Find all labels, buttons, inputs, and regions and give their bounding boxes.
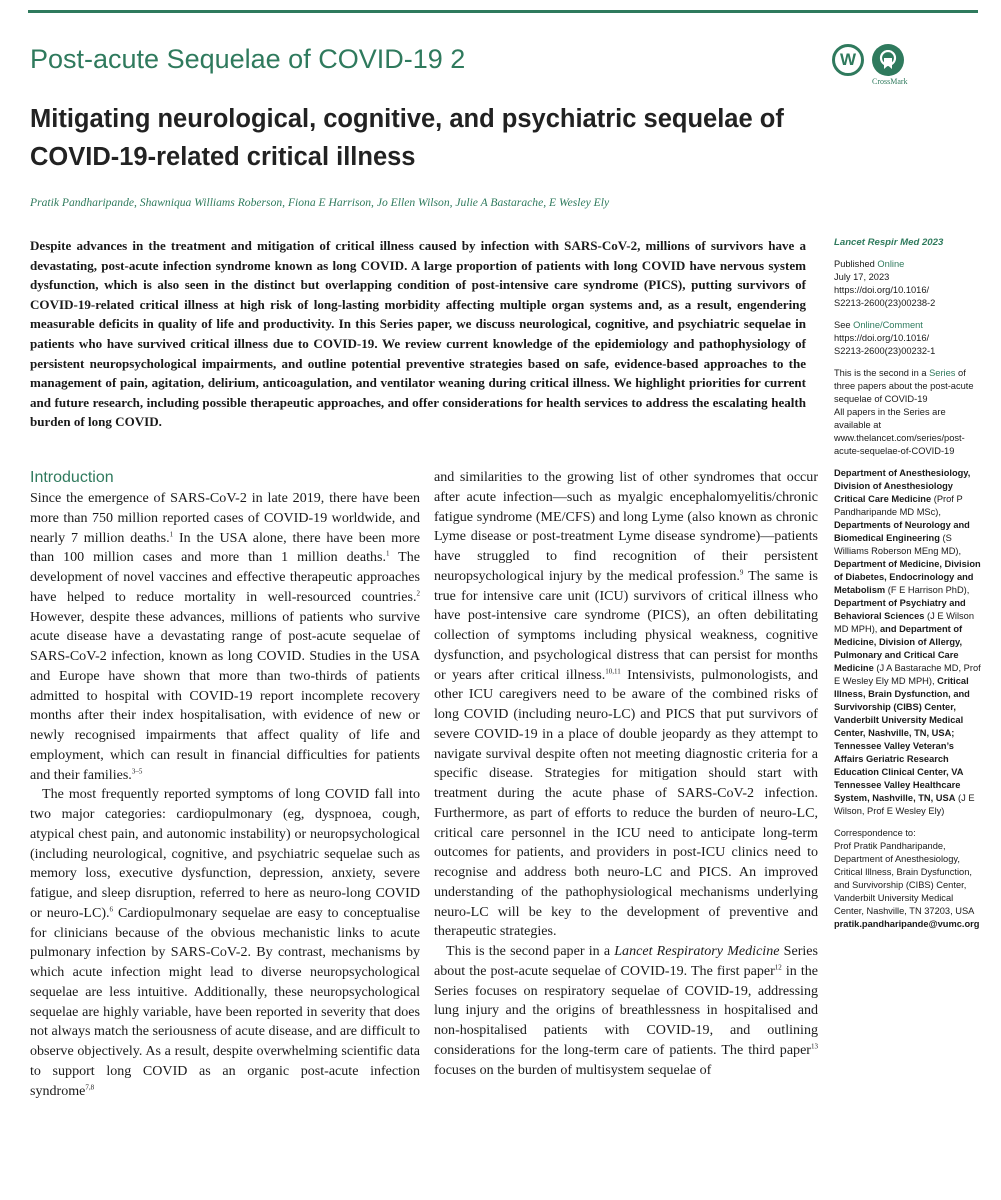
crossmark-label: CrossMark [872, 77, 908, 86]
journal-citation: Lancet Respir Med 2023 [834, 237, 944, 248]
paragraph: This is the second paper in a Lancet Respiratory Medicine Series about the post-acute sequelae of COVID-19. The first paper$^{12}$ in the Series focuses on respiratory sequelae of COVID-19, addressing lung injury and the origins of breathlessness in hospitalised and non-hospitalised patients with COVID-19, and outlining considerations for the long-term care of patients. The third paper$^{13}$ focuses on the burden of multisystem sequelae of [434, 943, 818, 1078]
publication-info: Published Online July 17, 2023 https://doi.org/10.1016/ S2213-2600(23)00238-2 [834, 259, 936, 308]
comment-link[interactable]: Online/Comment [853, 320, 923, 330]
correspondence: Correspondence to: Prof Pratik Pandharipande, Department of Anesthesiology, Critical Illness, Brain Dysfunction, and Survivorship (CIBS) Center, Vanderbilt University Medical Center, Nashville, TN 37203, USA pratik.pandharipande@vumc.org [834, 828, 980, 929]
online-link[interactable]: Online [877, 259, 905, 269]
series-url[interactable]: All papers in the Series are available at www.thelancet.com/series/post-acute-sequelae-of-COVID-19 [834, 407, 965, 456]
paragraph: and similarities to the growing list of other syndromes that occur after acute infection—such as myalgic encephalomyelitis/chronic fatigue syndrome (ME/CFS) and long Lyme (also known as chronic Lyme disease or post-treatment Lyme disease syndrome)—patients have struggled to find recognition of their persistent neuropsychological injury by the medical profession.$^9$ The same is true for intensive care unit (ICU) survivors of critical illness who have post-intensive care syndrome (PICS), an often debilitating collection of symptoms including physical weakness, cognitive dysfunction, and psychological distress that can persist for months or years after critical illness.$^{10,11}$ Intensivists, pulmonologists, and other ICU caregivers need to be aware of the combined risks of long COVID (including neuro-LC) and PICS that put survivors of severe COVID-19 in a place of double jeopardy as they attempt to navigate survival despite often not meeting diagnostic criteria for a specific disease. Strategies for mitigation should start with treatment during the acute phase of SARS-CoV-2 infection. Furthermore, as part of efforts to reduce the burden of neuro-LC, critical care personnel in the ICU need to anticipate long-term outcomes for patients, and providers in post-ICU clinics need to recognise and address both neuro-LC and PICS. An improved understanding of the pathophysiological mechanisms underlying neuro-LC will be key to the development of preventive and therapeutic strategies. [434, 469, 819, 940]
reference-marker[interactable]: 10,11 [605, 666, 621, 675]
body-column-2 [434, 468, 818, 1080]
series-heading: Post-acute Sequelae of COVID-19 2 [30, 44, 466, 74]
journal-name: Lancet Respiratory Medicine [614, 943, 780, 959]
reference-marker[interactable]: 6 [109, 905, 114, 914]
doi-link[interactable]: https://doi.org/10.1016/ [834, 333, 930, 343]
series-note: This is the second in a Series of three papers about the post-acute sequelae of COVID-19 All papers in the Series are available at www.thelancet.com/series/post-acute-sequelae-of-COVID-19 [834, 368, 974, 456]
doi-link[interactable]: https://doi.org/10.1016/ [834, 285, 930, 295]
reference-marker[interactable]: 1 [169, 529, 174, 538]
email-link[interactable]: pratik.pandharipande@vumc.org [834, 919, 980, 929]
reference-marker[interactable]: 7,8 [85, 1082, 95, 1091]
lancet-w-icon: W [832, 44, 864, 76]
affiliations: Department of Anesthesiology, Division of Anesthesiology Critical Care Medicine (Prof P Pandharipande MD MSc), Departments of Neurology and Biomedical Engineering (S Williams Roberson MEng MD), Department of Medicine, Division of Diabetes, Endocrinology and Metabolism (F E Harrison PhD), Department of Psychiatry and Behavioral Sciences (J E Wilson MD MPH), and Department of Medicine, Division of Allergy, Pulmonary and Critical Care Medicine (J A Bastarache MD, Prof E Wesley Ely MD MPH), Critical Illness, Brain Dysfunction, and Survivorship (CIBS) Center, Vanderbilt University Medical Center, Nashville, TN, USA; Tennessee Valley Veteran’s Affairs Geriatric Research Education Clinical Center, VA Tennessee Valley Healthcare System, Nashville, TN, USA (J E Wilson, Prof E Wesley Ely) [834, 468, 981, 816]
reference-marker[interactable]: 3–5 [131, 766, 143, 775]
article-title: Mitigating neurological, cognitive, and psychiatric sequelae of COVID-19-related critical illness [30, 105, 784, 171]
crossmark-icon[interactable] [872, 44, 904, 76]
author-list: Pratik Pandharipande, Shawniqua Williams Roberson, Fiona E Harrison, Jo Ellen Wilson, Julie A Bastarache, E Wesley Ely [30, 196, 610, 209]
doi-link[interactable]: S2213-2600(23)00238-2 [834, 298, 936, 308]
series-link[interactable]: Series [929, 368, 956, 378]
paragraph: The most frequently reported symptoms of long COVID fall into two major categories: cardiopulmonary (eg, dyspnoea, cough, atypical chest pain, and autonomic instability) or neuropsychological (including neurological, cognitive, and psychiatric sequelae such as memory loss, executive dysfunction, depression, anxiety, severe fatigue, and sleep disruption, referred to here as neuro-long COVID or neuro-LC).$^6$ Cardiopulmonary sequelae are easy to conceptualise for clinicians because of the obvious mechanistic links to acute pulmonary infection by SARS-CoV-2. By contrast, mechanisms by which acute infection might lead to diverse neuropsychological sequelae are less intuitive. Additionally, these neuropsychological sequelae are highly variable, have been reported in severity that does not always match the seriousness of acute disease, and are difficult to observe objectively. As a result, despite overwhelming scientific data to support long COVID as an organic post-acute infection syndrome$^{7,8}$ [30, 786, 420, 1099]
sidebar [834, 236, 984, 940]
reference-marker[interactable]: 2 [416, 589, 420, 598]
reference-marker[interactable]: 1 [386, 549, 390, 558]
reference-marker[interactable]: 13 [811, 1042, 818, 1051]
logo-group [832, 44, 912, 86]
top-rule [28, 10, 978, 13]
bookmark-icon [879, 50, 897, 70]
body-column-1 [30, 467, 420, 1101]
abstract: Despite advances in the treatment and mitigation of critical illness caused by infection with SARS-CoV-2, millions of survivors have a devastating, post-acute infection syndrome known as long COVID. A large proportion of patients with long COVID have nervous system dysfunction, which is also seen in the distinct but overlapping condition of post-intensive care syndrome (PICS), putting survivors of COVID-19-related critical illness at high risk of long-lasting morbidity affecting multiple organ systems and, as a result, engendering measurable deficits in quality of life and productivity. In this Series paper, we discuss neurological, cognitive, and psychiatric sequelae in patients who have survived critical illness due to COVID-19. We review current knowledge of the epidemiology and pathophysiology of persistent neuropsychological impairments, and outline potential preventive strategies based on safe, evidence-based approaches to the management of pain, agitation, delirium, anticoagulation, and ventilator weaning during critical illness. We highlight priorities for current and future research, including possible therapeutic approaches, and offer considerations for health services to address the escalating health burden of long COVID. [30, 238, 806, 430]
reference-marker[interactable]: 9 [739, 568, 744, 577]
paragraph: Since the emergence of SARS-CoV-2 in late 2019, there have been more than 750 million reported cases of COVID-19 worldwide, and nearly 7 million deaths.$^1$ In the USA alone, there have been more than 100 million cases and more than 1 million deaths.$^1$ The development of novel vaccines and effective therapeutic approaches have helped to reduce mortality in well-resourced countries.$^2$ However, despite these advances, millions of patients who survive acute disease have a devastating range of post-acute sequelae of SARS-CoV-2 infection, known as long COVID. Studies in the USA and Europe have shown that more than two-thirds of patients admitted to hospital with COVID-19 report incomplete recovery months after their index hospitalisation, with evidence of new or newly recognised impairments that affect quality of life and employment, which can result in financial difficulties for patients and their families.$^{3-5}$ [30, 490, 420, 783]
section-heading-introduction: Introduction [30, 469, 114, 486]
doi-link[interactable]: S2213-2600(23)00232-1 [834, 346, 936, 356]
reference-marker[interactable]: 12 [774, 963, 782, 972]
see-also: See Online/Comment https://doi.org/10.1016/ S2213-2600(23)00232-1 [834, 320, 936, 356]
